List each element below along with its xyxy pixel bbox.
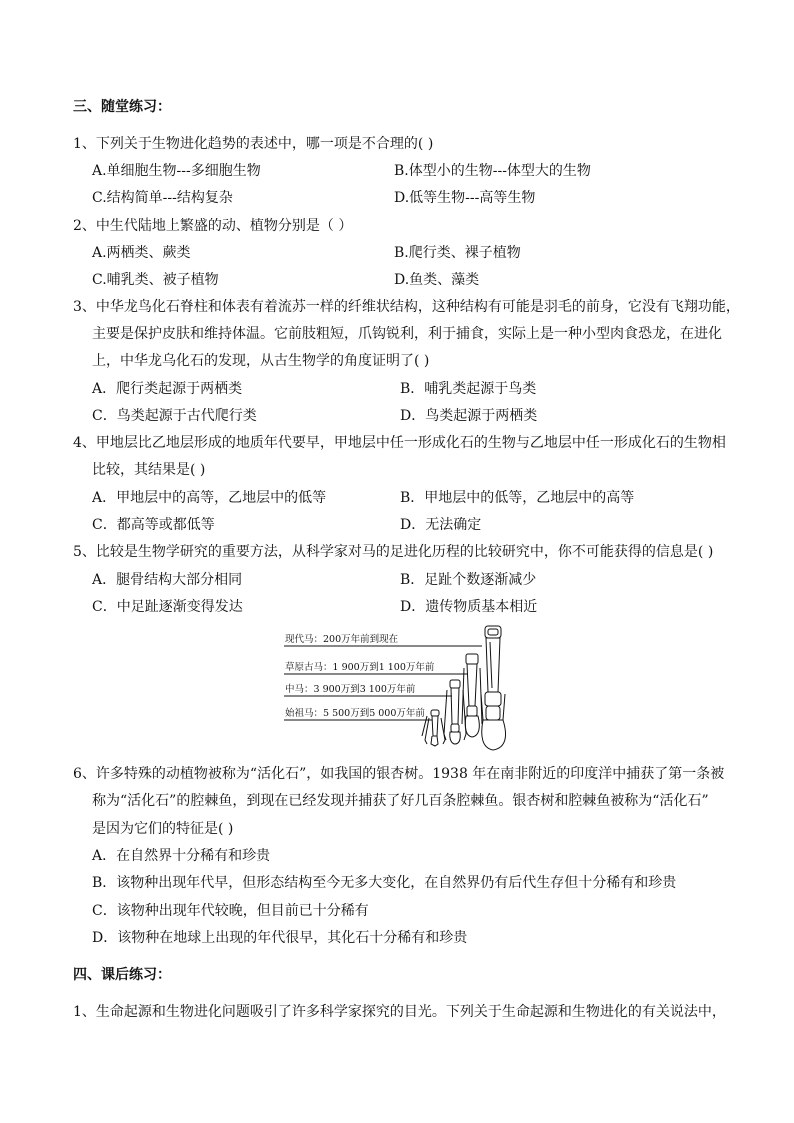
q1-option-b[interactable]: B.体型小的生物---体型大的生物 [394, 163, 591, 179]
q2-option-b[interactable]: B.爬行类、裸子植物 [394, 245, 521, 261]
q2-option-c[interactable]: C.哺乳类、被子植物 [92, 272, 219, 288]
q3-option-a[interactable]: A．爬行类起源于两栖类 [92, 381, 243, 397]
q4-option-d[interactable]: D．无法确定 [400, 517, 482, 533]
q5-option-c[interactable]: C．中足趾逐渐变得发达 [92, 599, 243, 615]
horse-foot-evolution-figure [282, 624, 514, 756]
question-3-stem-line-1: 3、中华龙鸟化石脊柱和体表有着流苏一样的纤维状结构，这种结构有可能是羽毛的前身，它没有飞翔功能， [73, 299, 740, 315]
q4-option-b[interactable]: B．甲地层中的低等，乙地层中的高等 [400, 490, 635, 506]
q6-option-c[interactable]: C．该物种出现年代较晚，但目前已十分稀有 [92, 903, 369, 919]
eohippus-foot-bone [422, 710, 445, 746]
q5-option-b[interactable]: B．足趾个数逐渐减少 [400, 572, 537, 588]
question-1-stem: 1、下列关于生物进化趋势的表述中，哪一项是不合理的( ) [73, 136, 434, 152]
q3-option-b[interactable]: B．哺乳类起源于鸟类 [400, 381, 537, 397]
question-3-stem-line-3: 上，中华龙乌化石的发现，从古生物学的角度证明了( ) [92, 353, 430, 369]
figure-label-eohippus: 始祖马：5 500万到5 000万年前 [285, 708, 425, 719]
question-4-stem-line-2: 比较，其结果是( ) [92, 462, 206, 478]
q4-option-c[interactable]: C．都高等或都低等 [92, 517, 215, 533]
figure-label-meadow-horse: 草原古马：1 900万到1 100万年前 [285, 662, 435, 673]
q5-option-a[interactable]: A．腿骨结构大部分相同 [92, 572, 243, 588]
question-3-stem-line-2: 主要是保护皮肤和维持体温。它前肢粗短，爪钩锐利，利于捕食，实际上是一种小型肉食恐龙，在进化 [92, 326, 722, 342]
modern-horse-foot-bone [481, 626, 506, 750]
section-4-title: 四、课后练习： [73, 967, 171, 983]
question-2-stem: 2、中生代陆地上繁盛的动、植物分别是（ ） [73, 218, 353, 234]
figure-label-modern-horse: 现代马：200万年前到现在 [285, 634, 399, 645]
question-4-stem-line-1: 4、甲地层比乙地层形成的地质年代要早，甲地层中任一形成化石的生物与乙地层中任一形成化石的生物相 [73, 435, 726, 451]
q6-option-a[interactable]: A．在自然界十分稀有和珍贵 [92, 848, 271, 864]
q6-option-b[interactable]: B．该物种出现年代早，但形态结构至今无多大变化，在自然界仍有后代生存但十分稀有和珍贵 [92, 875, 677, 891]
q4-option-a[interactable]: A．甲地层中的高等，乙地层中的低等 [92, 490, 327, 506]
q6-option-d[interactable]: D．该物种在地球上出现的年代很早，其化石十分稀有和珍贵 [92, 930, 468, 946]
question-6-stem-line-1: 6、许多特殊的动植物被称为“活化石”，如我国的银杏树。1938 年在南非附近的印度洋中捕获了第一条被 [73, 766, 725, 782]
figure-label-mesohippus: 中马：3 900万到3 100万年前 [285, 684, 416, 695]
q3-option-c[interactable]: C．鸟类起源于古代爬行类 [92, 408, 257, 424]
question-6-stem-line-3: 是因为它们的特征是( ) [92, 821, 234, 837]
q2-option-a[interactable]: A.两栖类、蕨类 [92, 245, 191, 261]
question-5-stem: 5、比较是生物学研究的重要方法，从科学家对马的足进化历程的比较研究中，你不可能获得的信息是( ) [73, 544, 714, 560]
q1-option-c[interactable]: C.结构简单---结构复杂 [92, 190, 233, 206]
q5-option-d[interactable]: D．遗传物质基本相近 [400, 599, 538, 615]
q3-option-d[interactable]: D．鸟类起源于两栖类 [400, 408, 538, 424]
q1-option-d[interactable]: D.低等生物---高等生物 [394, 190, 536, 206]
question-6-stem-line-2: 称为“活化石”的腔棘鱼，到现在已经发现并捕获了好几百条腔棘鱼。银杏树和腔棘鱼被称为“活化石” [92, 793, 709, 809]
q1-option-a[interactable]: A.单细胞生物---多细胞生物 [92, 163, 261, 179]
q2-option-d[interactable]: D.鱼类、藻类 [394, 272, 480, 288]
post-question-1-stem: 1、生命起源和生物进化问题吸引了许多科学家探究的目光。下列关于生命起源和生物进化的有关说法中， [73, 1004, 726, 1020]
section-3-title: 三、随堂练习： [73, 99, 171, 115]
